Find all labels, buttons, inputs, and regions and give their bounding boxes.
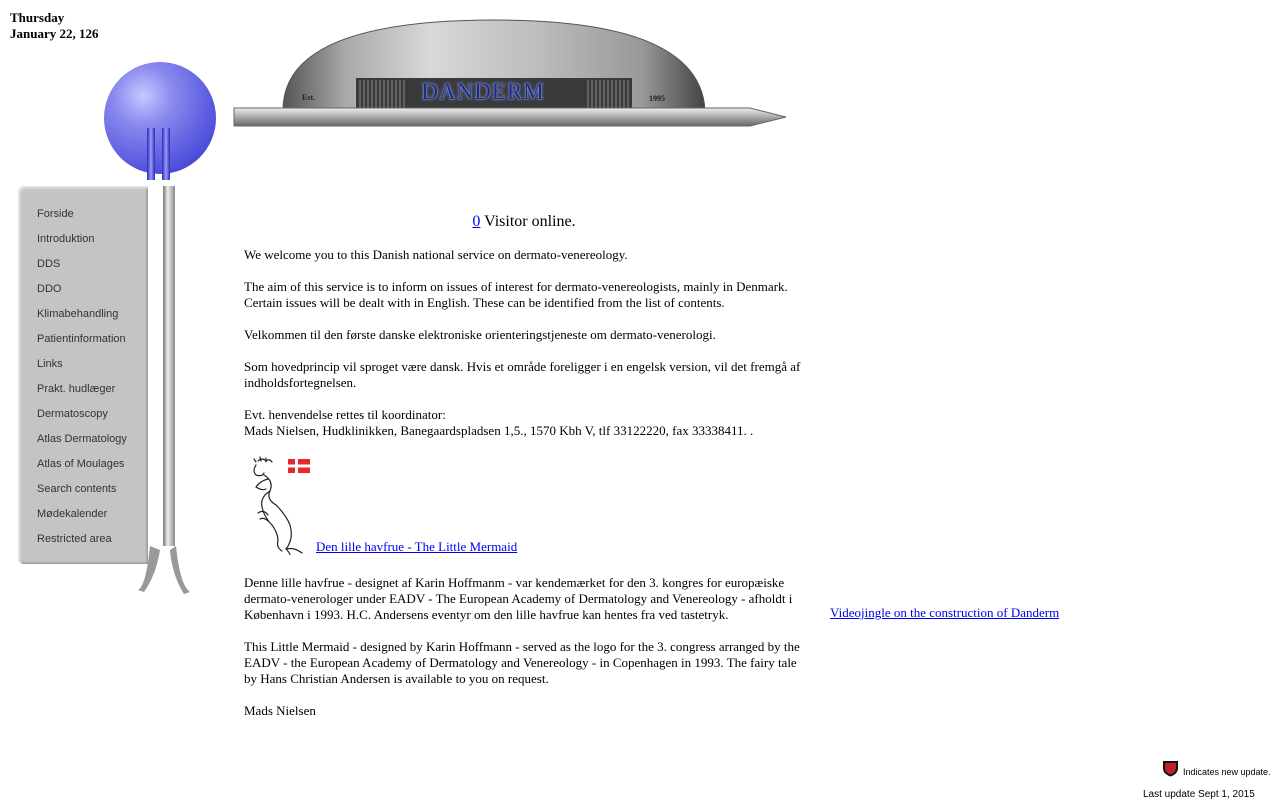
nav-item-dermatoscopy[interactable]: Dermatoscopy: [37, 408, 108, 420]
shield-update-icon: [1162, 760, 1179, 777]
visitor-counter: [244, 213, 804, 231]
visitor-count-link[interactable]: 0: [472, 213, 481, 230]
contact-intro: Evt. henvendelse rettes til koordinator:: [244, 407, 446, 422]
nav-item-ddo[interactable]: DDO: [37, 283, 62, 295]
nav-item-atlas-dermatology[interactable]: Atlas Dermatology: [37, 433, 127, 445]
nav-item-links[interactable]: Links: [37, 358, 63, 370]
update-legend: [1162, 760, 1271, 777]
contact-paragraph: [244, 407, 809, 439]
language-paragraph: Som hovedprincip vil sproget være dansk. Hvis et område foreligger i en engelsk version, vil det fremgå af indholdsfortegnelsen.: [244, 359, 801, 390]
mermaid-english-paragraph: This Little Mermaid - designed by Karin Hoffmann - served as the logo for the 3. congress arranged by the EADV - the European Academy of Dermatology and Venereology - in Copenhagen in 1993. The fairy tale by Hans Christian Andersen is available to you on request.: [244, 639, 800, 686]
sidebar-nav: [18, 186, 148, 564]
brand-title: DANDERM: [421, 79, 545, 104]
last-update: Last update Sept 1, 2015: [1143, 789, 1255, 800]
update-legend-text: Indicates new update.: [1183, 767, 1271, 777]
est-label: Est.: [302, 93, 316, 102]
signature: Mads Nielsen: [244, 703, 316, 718]
nav-item-prakt-hudlaeger[interactable]: Prakt. hudlæger: [37, 383, 116, 395]
nav-item-dds[interactable]: DDS: [37, 258, 61, 270]
danish-flag-icon: [288, 459, 310, 473]
little-mermaid-link[interactable]: Den lille havfrue - The Little Mermaid: [316, 539, 518, 554]
welcome-paragraph: We welcome you to this Danish national service on dermato-venereology.: [244, 247, 628, 262]
nav-item-search-contents[interactable]: Search contents: [37, 483, 117, 495]
mermaid-row: [244, 455, 809, 555]
aim-paragraph: The aim of this service is to inform on issues of interest for dermato-venereologists, mainly in Denmark. Certain issues will be dealt with in English. These can be identified from the list of contents.: [244, 279, 788, 310]
visitor-label: Visitor online.: [480, 213, 576, 230]
contact-details: Mads Nielsen, Hudklinikken, Banegaardspladsen 1,5., 1570 Kbh V, tlf 33122220, fax 33338411. .: [244, 423, 754, 438]
videojingle-link[interactable]: Videojingle on the construction of Danderm: [830, 605, 1060, 620]
nav-item-restricted-area[interactable]: Restricted area: [37, 533, 112, 545]
velkommen-paragraph: Velkommen til den første danske elektroniske orienteringstjeneste om dermato-venerologi.: [244, 327, 716, 342]
nav-item-introduktion[interactable]: Introduktion: [37, 233, 95, 245]
nav-item-atlas-of-moulages[interactable]: Atlas of Moulages: [37, 458, 125, 470]
nav-item-modekalender[interactable]: Mødekalender: [37, 508, 108, 520]
date-weekday: Thursday: [10, 10, 65, 25]
main-content: [244, 247, 809, 735]
nav-item-forside[interactable]: Forside: [37, 208, 74, 220]
date-full: January 22, 126: [10, 26, 99, 41]
nav-item-patientinformation[interactable]: Patientinformation: [37, 333, 126, 345]
mermaid-danish-paragraph: Denne lille havfrue - designet af Karin Hoffmanm - var kendemærket for den 3. kongres for europæiske dermato-venerologer under EADV - The European Academy of Dermatology and Venereology - afholdt i København i 1993. H.C. Andersens eventyr om den lille havfrue kan hentes fra ved tastetryk.: [244, 575, 793, 622]
est-year: 1995: [649, 94, 665, 103]
nav-item-klimabehandling[interactable]: Klimabehandling: [37, 308, 119, 320]
